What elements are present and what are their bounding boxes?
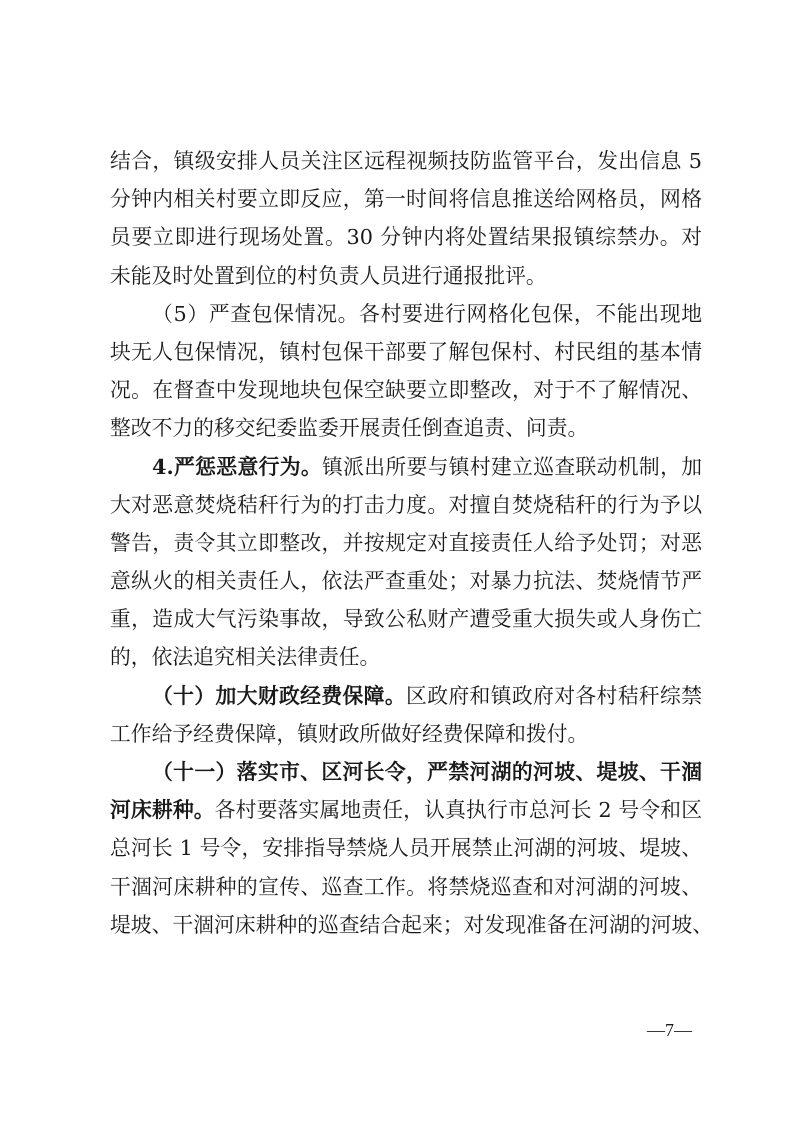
text-line: （5）严查包保情况。各村要进行网格化包保，不能出现地 bbox=[152, 301, 702, 326]
paragraph-monitoring bbox=[110, 142, 702, 295]
text-run: 镇派出所要与镇村建立巡查联动机制，加 bbox=[321, 454, 702, 479]
text-line: 意纵火的相关责任人，依法严查重处；对暴力抗法、焚烧情节严 bbox=[110, 569, 702, 594]
text-line: 的，依法追究相关法律责任。 bbox=[110, 645, 381, 670]
section-heading: （十一）落实市、区河长令，严禁河湖的河坡、堤坡、干涸 bbox=[152, 759, 702, 784]
text-run: 区政府和镇政府对各村秸秆综禁 bbox=[406, 683, 703, 708]
text-line: 结合，镇级安排人员关注区远程视频技防监管平台，发出信息 5 bbox=[110, 149, 702, 173]
text-line: 总河长 1 号令，安排指导禁烧人员开展禁止河湖的河坡、堤坡、 bbox=[110, 836, 702, 861]
text-line: 重，造成大气污染事故，导致公私财产遭受重大损失或人身伤亡 bbox=[110, 607, 702, 632]
section-heading: 4.严惩恶意行为。 bbox=[152, 453, 322, 479]
text-line bbox=[110, 677, 702, 715]
section-heading-continued: 河床耕种。 bbox=[110, 797, 215, 823]
section-heading: （十）加大财政经费保障。 bbox=[152, 682, 407, 708]
page-number: —7— bbox=[647, 1020, 692, 1040]
text-line: 干涸河床耕种的宣传、巡查工作。将禁烧巡查和对河湖的河坡、 bbox=[110, 874, 702, 899]
text-line: 警告，责令其立即整改，并按规定对直接责任人给予处罚；对恶 bbox=[110, 530, 702, 555]
text-run: 各村要落实属地责任，认真执行市总河长 2 号令和区 bbox=[214, 798, 703, 823]
text-line bbox=[110, 791, 702, 829]
paragraph-funding bbox=[110, 677, 702, 753]
paragraph-responsibility-check bbox=[110, 295, 702, 448]
text-line: 未能及时处置到位的村负责人员进行通报批评。 bbox=[110, 263, 547, 288]
text-line: 堤坡、干涸河床耕种的巡查结合起来；对发现准备在河湖的河坡、 bbox=[110, 912, 714, 937]
text-line bbox=[110, 448, 702, 486]
text-line: 况。在督查中发现地块包保空缺要立即整改，对于不了解情况、 bbox=[110, 378, 702, 403]
document-body bbox=[110, 142, 714, 944]
text-line: 员要立即进行现场处置。30 分钟内将处置结果报镇综禁办。对 bbox=[110, 225, 702, 250]
text-line: 分钟内相关村要立即反应，第一时间将信息推送给网格员，网格 bbox=[110, 187, 702, 212]
text-line: 大对恶意焚烧秸秆行为的打击力度。对擅自焚烧秸秆的行为予以 bbox=[110, 492, 702, 517]
text-line: 工作给予经费保障，镇财政所做好经费保障和拨付。 bbox=[110, 721, 589, 746]
text-line: 块无人包保情况，镇村包保干部要了解包保村、村民组的基本情 bbox=[110, 339, 702, 364]
paragraph-river-order bbox=[110, 753, 714, 944]
paragraph-punish-malicious bbox=[110, 448, 702, 677]
text-line: 整改不力的移交纪委监委开展责任倒查追责、问责。 bbox=[110, 416, 589, 441]
